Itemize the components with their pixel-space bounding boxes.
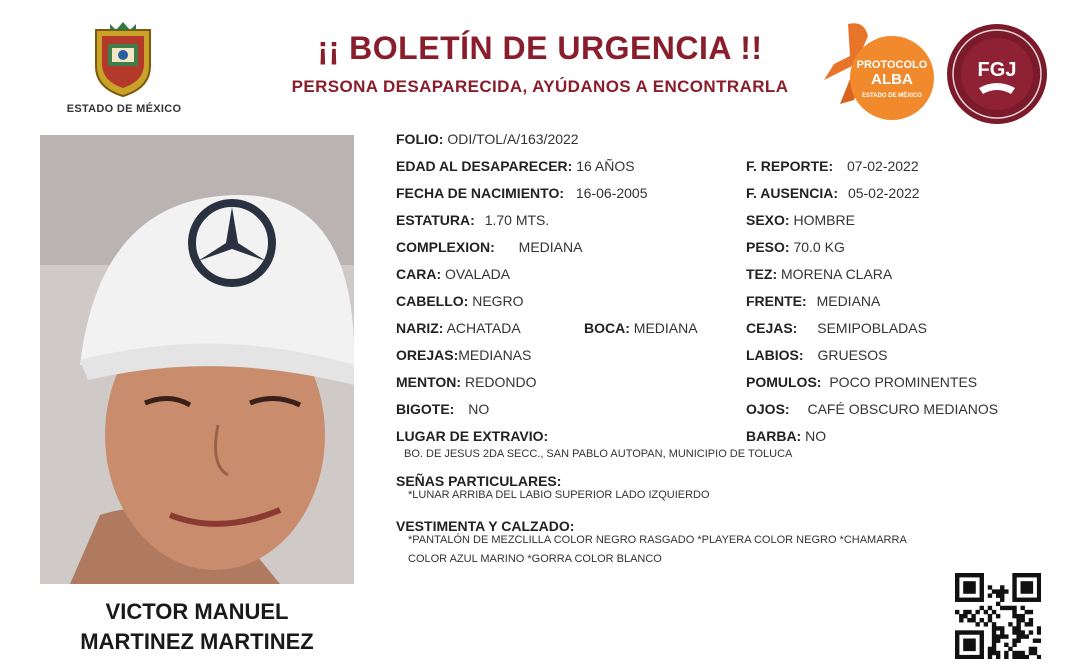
field-value: NO [468, 401, 490, 417]
field-label: PESO: [746, 239, 790, 255]
field-value: MORENA CLARA [781, 266, 893, 282]
field-nariz [396, 320, 521, 336]
field-sexo [746, 212, 855, 228]
alba-line3: ESTADO DE MÉXICO [862, 93, 922, 99]
alba-line2: ALBA [871, 71, 913, 88]
estado-de-mexico-emblem [88, 18, 158, 98]
field-value: MEDIANAS [458, 347, 532, 363]
field-label: FECHA DE NACIMIENTO: [396, 185, 564, 201]
field-reporte [746, 158, 919, 174]
missing-person-photo [40, 135, 354, 584]
field-label: SEÑAS PARTICULARES: [396, 473, 562, 489]
field-label: MENTON: [396, 374, 462, 390]
fgj-text: FGJ [977, 59, 1017, 81]
field-vestimenta-label [396, 518, 574, 534]
field-folio [396, 131, 579, 147]
field-label: LUGAR DE EXTRAVIO: [396, 428, 549, 444]
field-value: MEDIANA [518, 239, 583, 255]
field-label: NARIZ: [396, 320, 444, 336]
field-label: CABELLO: [396, 293, 469, 309]
field-barba [746, 428, 826, 444]
field-lugar-label [396, 428, 548, 444]
field-label: ESTATURA: [396, 212, 475, 228]
field-value: REDONDO [464, 374, 537, 390]
field-value: 07-02-2022 [847, 158, 919, 174]
field-label: F. REPORTE: [746, 158, 834, 174]
field-value: ODI/TOL/A/163/2022 [447, 131, 579, 147]
field-label: FOLIO: [396, 131, 444, 147]
field-cara [396, 266, 510, 282]
field-label: BIGOTE: [396, 401, 455, 417]
field-value: HOMBRE [793, 212, 855, 228]
field-label: FRENTE: [746, 293, 807, 309]
field-complexion [396, 239, 582, 255]
field-cabello [396, 293, 524, 309]
field-label: BARBA: [746, 428, 802, 444]
protocolo-alba-logo [820, 20, 938, 122]
field-frente [746, 293, 880, 309]
bulletin-subtitle: PERSONA DESAPARECIDA, AYÚDANOS A ENCONTRARLA [291, 77, 789, 96]
field-value: SEMIPOBLADAS [817, 320, 927, 336]
field-value: MEDIANA [633, 320, 698, 336]
field-edad [396, 158, 635, 174]
qr-code[interactable] [955, 573, 1041, 659]
field-value: 1.70 MTS. [484, 212, 550, 228]
field-boca [584, 320, 698, 336]
field-ausencia [746, 185, 920, 201]
field-label: TEZ: [746, 266, 778, 282]
field-menton [396, 374, 537, 390]
field-value: OVALADA [445, 266, 511, 282]
field-peso [746, 239, 845, 255]
field-label: COMPLEXION: [396, 239, 495, 255]
field-label: SEXO: [746, 212, 790, 228]
field-value: NEGRO [472, 293, 524, 309]
field-value: 70.0 KG [793, 239, 845, 255]
field-label: BOCA: [584, 320, 630, 336]
field-value: POCO PROMINENTES [829, 374, 978, 390]
vestimenta-line2: COLOR AZUL MARINO *GORRA COLOR BLANCO [408, 553, 662, 565]
state-label: ESTADO DE MÉXICO [66, 103, 182, 115]
field-estatura [396, 212, 549, 228]
field-tez [746, 266, 892, 282]
name-line1: VICTOR MANUEL [105, 599, 289, 624]
field-ojos [746, 401, 998, 417]
field-value: 16-06-2005 [575, 185, 648, 201]
field-label: CEJAS: [746, 320, 798, 336]
field-label: VESTIMENTA Y CALZADO: [396, 518, 575, 534]
field-cejas [746, 320, 927, 336]
field-pomulos [746, 374, 977, 390]
alba-line1: PROTOCOLO [856, 59, 928, 71]
vestimenta-line1: *PANTALÓN DE MEZCLILLA COLOR NEGRO RASGADO *PLAYERA COLOR NEGRO *CHAMARRA [408, 534, 907, 546]
field-value: MEDIANA [816, 293, 881, 309]
field-label: EDAD AL DESAPARECER: [396, 158, 573, 174]
field-value: 05-02-2022 [847, 185, 920, 201]
field-label: OREJAS: [396, 347, 459, 363]
field-value: 16 AÑOS [576, 158, 635, 174]
field-labios [746, 347, 887, 363]
lugar-value: BO. DE JESUS 2DA SECC., SAN PABLO AUTOPAN, MUNICIPIO DE TOLUCA [404, 448, 793, 460]
field-label: OJOS: [746, 401, 790, 417]
field-value: NO [805, 428, 827, 444]
field-nacimiento [396, 185, 648, 201]
field-value: CAFÉ OBSCURO MEDIANOS [807, 401, 999, 417]
person-name [40, 597, 354, 657]
field-bigote [396, 401, 489, 417]
field-label: F. AUSENCIA: [746, 185, 839, 201]
field-label: CARA: [396, 266, 442, 282]
field-orejas [396, 347, 531, 363]
name-line2: MARTINEZ MARTINEZ [80, 629, 314, 654]
field-value: ACHATADA [446, 320, 521, 336]
fgj-seal [945, 22, 1049, 126]
field-label: POMULOS: [746, 374, 822, 390]
field-senas-label [396, 473, 561, 489]
senas-value: *LUNAR ARRIBA DEL LABIO SUPERIOR LADO IZQUIERDO [408, 489, 710, 501]
field-label: LABIOS: [746, 347, 804, 363]
field-value: GRUESOS [817, 347, 888, 363]
bulletin-title: ¡¡ BOLETÍN DE URGENCIA !! [317, 30, 763, 66]
